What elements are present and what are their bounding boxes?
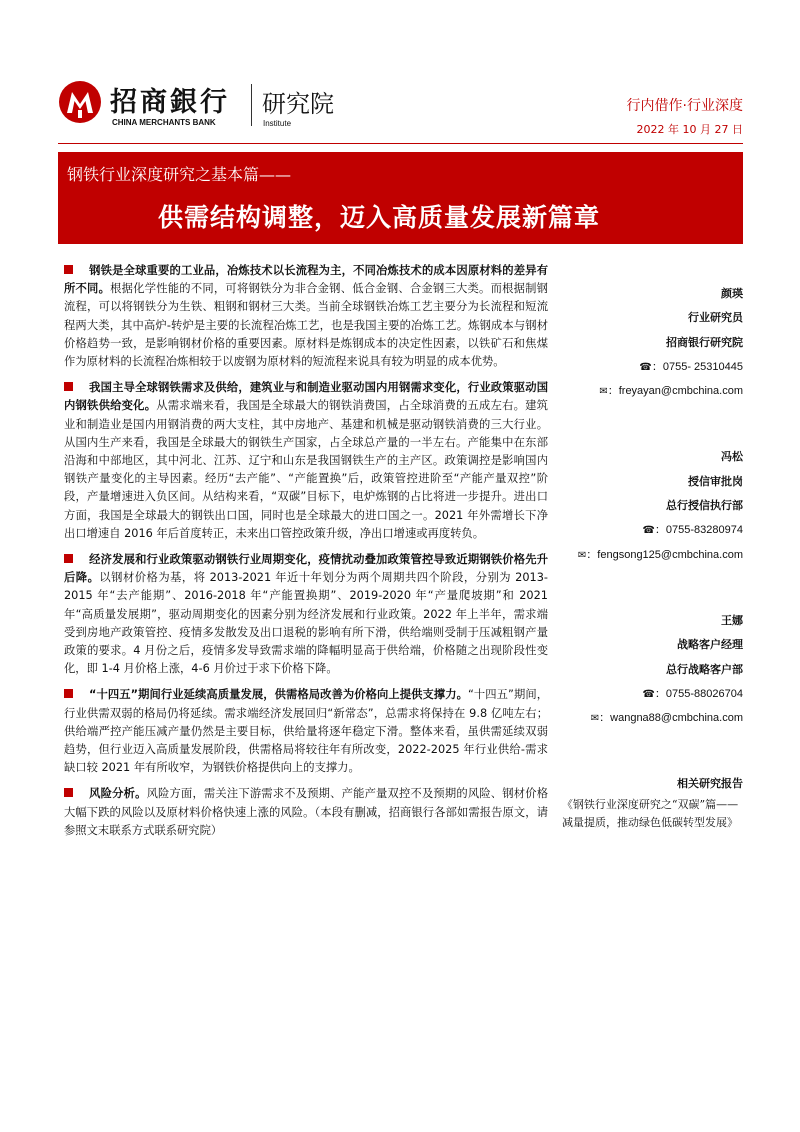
bullet-square-icon — [64, 554, 73, 563]
header-rule — [58, 143, 743, 144]
analyst-email-row: ✉：freyayan@cmbchina.com — [599, 385, 743, 398]
paragraph-body: “十四五”期间，行业供需双弱的格局仍将延续。需求端经济发展回归“新常态”，总需求将保持在 9.8 亿吨左右；供给端严控产能压减产量仍然是主要目标，供给量将逐年稳定下滑。整体来看，虽供需延续双弱趋势，但行业迈入高质量发展阶段，供需格局将较往年有所改变，2022-2025 年行业供给-需求缺口较 2021 年有所收窄，为钢铁价格提供向上的支撑力。 — [64, 688, 548, 775]
bullet-square-icon — [64, 788, 73, 797]
bullet-square-icon — [64, 382, 73, 391]
summary-paragraph — [64, 379, 548, 543]
phone-icon: ☎ — [642, 525, 655, 537]
analyst-name: 冯松 — [721, 450, 743, 464]
analyst-phone-row: ☎：0755- 25310445 — [639, 360, 743, 373]
paragraph-body: 以钢材价格为基，将 2013-2021 年近十年划分为两个周期共四个阶段，分别为 2013-2015 年“去产能期”、2016-2018 年“产能置换期”、2019-2020 年“产量爬坡期”和 2021 年“高质量发展期”，驱动周期变化的因素分别为经济发展和行业政策。2022 年上半年，需求端受到房地产政策管控、疫情多发散发及出口退税的影响有所下滑，供给端则受制于压减粗钢产量政策的要求。4 月份之后，疫情多发导致需求端的降幅明显高于供给端，价格随之出现阶段性变化，即 1-4 月价格上涨，4-6 月价过于求下价格下降。 — [64, 571, 548, 676]
analyst-title: 战略客户经理 — [677, 638, 743, 652]
paragraph-body: 根据化学性能的不同，可将钢铁分为非合金钢、低合金钢、合金钢三大类。而根据制钢流程，可以将钢铁分为生铁、粗钢和钢材三大类。当前全球钢铁冶炼工艺主要分为长流程和短流程两大类，其中高炉-转炉是主要的长流程冶炼工艺，也是我国主要的冶炼工艺。炼钢成本与钢材价格趋势一致，是影响钢材价格的重要因素。原材料是炼钢成本的决定性因素，以铁矿石和焦煤作为原材料的长流程冶炼相较于以废钢为原材料的短流程来说具有较为明显的成本优势。 — [64, 282, 548, 369]
cmb-logo-icon — [58, 80, 102, 124]
email-icon: ✉ — [590, 713, 600, 725]
summary-paragraph — [64, 262, 548, 371]
header-divider — [251, 84, 252, 126]
analyst-card — [543, 445, 743, 566]
analyst-card — [543, 282, 743, 403]
paragraph-lead: 钢铁是全球重要的工业品，冶炼技术以长流程为主，不同冶炼技术的成本因原材料的差异有所不同。 — [64, 264, 548, 296]
summary-body — [64, 262, 548, 848]
phone-icon: ☎ — [639, 361, 652, 373]
institute-name-en: Institute — [263, 119, 292, 128]
report-subtitle: 钢铁行业深度研究之基本篇—— — [67, 165, 292, 184]
paragraph-lead: 经济发展和行业政策驱动钢铁行业周期变化，疫情扰动叠加政策管控导致近期钢铁价格先升后降。 — [64, 553, 548, 585]
summary-paragraph — [64, 785, 548, 840]
analyst-sidebar — [543, 282, 743, 832]
analyst-dept: 招商银行研究院 — [666, 335, 743, 349]
paragraph-lead: 风险分析。 — [89, 787, 147, 801]
email-icon: ✉ — [599, 386, 608, 398]
analyst-email[interactable]: freyayan@cmbchina.com — [618, 385, 743, 398]
analyst-email[interactable]: wangna88@cmbchina.com — [610, 712, 743, 725]
analyst-dept: 总行战略客户部 — [666, 662, 743, 676]
bank-name-cn: 招商銀行 — [110, 87, 230, 118]
analyst-dept: 总行授信执行部 — [666, 499, 743, 513]
paragraph-body: 从需求端来看，我国是全球最大的钢铁消费国，占全球消费的五成左右。建筑业和制造业是国内用钢消费的两大支柱，其中房地产、基建和机械是驱动钢铁消费的三大行业。从国内生产来看，我国是全球最大的钢铁生产国家，占全球总产量的一半左右。产能集中在东部沿海和中部地区，其中河北、江苏、辽宁和山东是我国钢铁生产的主产区。政策调控是影响国内钢铁产量变化的主导因素。经历“去产能”、“产能置换”后，政策管控进阶至“产能产量双控”阶段，产量增速进入负区间。从结构来看，“双碳”目标下，电炉炼钢的占比将进一步提升。进出口方面，我国是全球最大的钢铁出口国，同时也是全球最大的进口国之一。2021 年外需增长下净出口增速自 2016 年后首度转正，未来出口管控政策升级，净出口增速或再度转负。 — [64, 399, 548, 540]
analyst-phone-row: ☎：0755-88026704 — [642, 687, 743, 700]
report-header — [0, 0, 800, 150]
analyst-title: 行业研究员 — [688, 311, 743, 325]
analyst-title: 授信审批岗 — [688, 474, 743, 488]
bullet-square-icon — [64, 265, 73, 274]
analyst-email-row: ✉：fengsong125@cmbchina.com — [577, 548, 743, 561]
analyst-email-row: ✉：wangna88@cmbchina.com — [590, 712, 743, 725]
analyst-phone: 0755- 25310445 — [662, 360, 743, 373]
analyst-phone-row: ☎：0755-83280974 — [642, 524, 743, 537]
analyst-phone: 0755-88026704 — [665, 687, 743, 700]
analyst-card — [543, 609, 743, 730]
phone-icon: ☎ — [642, 688, 655, 700]
report-date: 2022 年 10 月 27 日 — [636, 123, 743, 136]
related-reports-heading: 相关研究报告 — [677, 777, 743, 791]
institute-name-cn: 研究院 — [262, 90, 334, 118]
paragraph-body: 风险方面，需关注下游需求不及预期、产能产量双控不及预期的风险、钢材价格大幅下跌的风险以及原材料价格快速上涨的风险。（本段有删减，招商银行各部如需报告原文，请参照文末联系方式联系研究院） — [64, 787, 548, 837]
report-type: 行内借作·行业深度 — [626, 98, 743, 114]
analyst-phone: 0755-83280974 — [665, 524, 743, 537]
title-banner — [58, 152, 743, 244]
analyst-email[interactable]: fengsong125@cmbchina.com — [597, 548, 743, 561]
related-report-item[interactable]: 《钢铁行业深度研究之“双碳”篇——减量提质，推动绿色低碳转型发展》 — [561, 798, 739, 830]
report-title: 供需结构调整，迈入高质量发展新篇章 — [158, 203, 601, 232]
paragraph-lead: 我国主导全球钢铁需求及供给，建筑业与和制造业驱动国内用钢需求变化，行业政策驱动国内钢铁供给变化。 — [64, 381, 548, 413]
analyst-name: 王娜 — [721, 613, 743, 627]
paragraph-lead: “十四五”期间行业延续高质量发展，供需格局改善为价格向上提供支撑力。 — [89, 688, 468, 702]
bank-name-en: CHINA MERCHANTS BANK — [112, 118, 216, 127]
analyst-name: 颜瑛 — [721, 287, 743, 300]
summary-paragraph — [64, 686, 548, 777]
bullet-square-icon — [64, 689, 73, 698]
email-icon: ✉ — [577, 549, 587, 561]
summary-paragraph — [64, 551, 548, 678]
